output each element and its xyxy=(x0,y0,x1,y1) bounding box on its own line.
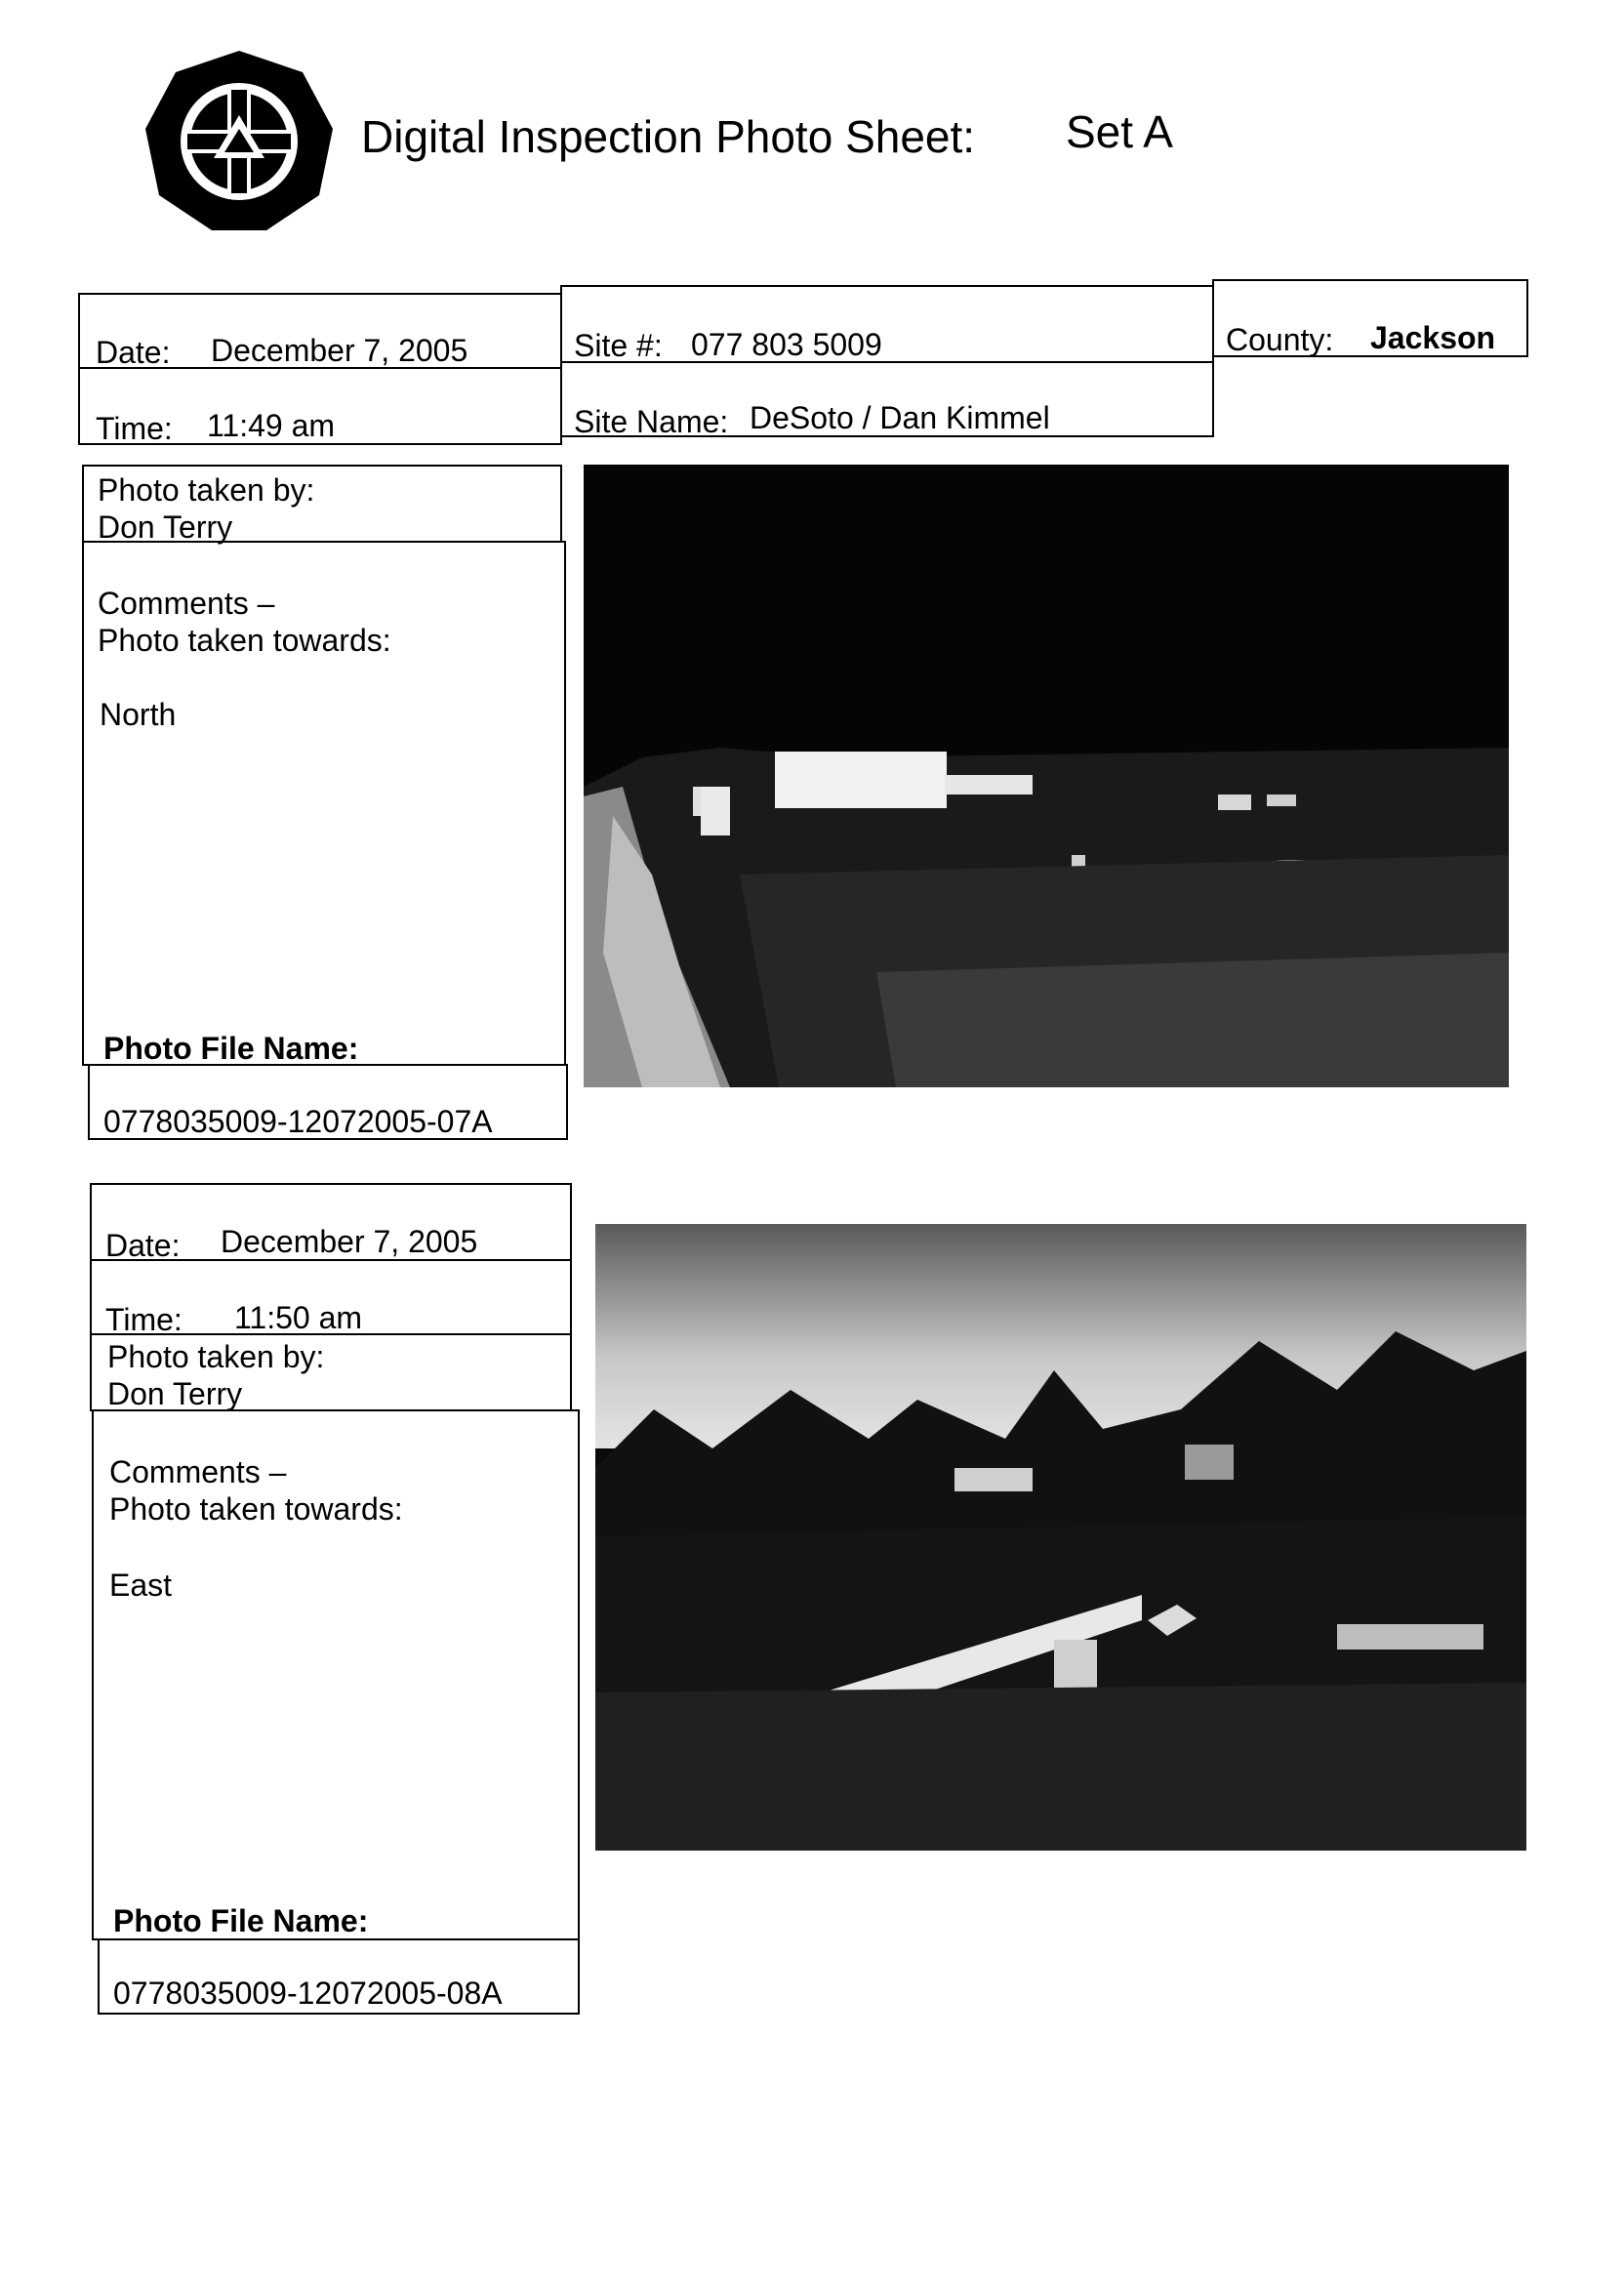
photo1-taken-by-label: Photo taken by: xyxy=(98,472,315,508)
photo1-taken-by-value: Don Terry xyxy=(98,509,233,545)
county-label: County: xyxy=(1226,322,1334,357)
county-value: Jackson xyxy=(1370,320,1496,355)
set-label: Set A xyxy=(1066,106,1173,157)
photo2-date-value: December 7, 2005 xyxy=(221,1224,478,1259)
photo2-direction: East xyxy=(109,1568,173,1603)
site-number-label: Site #: xyxy=(574,328,663,363)
site-number-value: 077 803 5009 xyxy=(691,327,882,362)
photo1-file-name-value: 0778035009-12072005-07A xyxy=(103,1104,493,1139)
photo1-comments-label: Comments – xyxy=(98,586,275,621)
time-value: 11:49 am xyxy=(207,408,336,443)
time-label: Time: xyxy=(96,411,173,446)
agency-logo xyxy=(142,49,337,234)
site-name-value: DeSoto / Dan Kimmel xyxy=(750,400,1050,435)
photo2-comments-label: Comments – xyxy=(109,1454,287,1489)
photo2-taken-by-value: Don Terry xyxy=(107,1376,243,1411)
site-name-label: Site Name: xyxy=(574,404,729,439)
photo2-file-name-label: Photo File Name: xyxy=(113,1903,369,1938)
date-label: Date: xyxy=(96,335,171,370)
photo2-time-label: Time: xyxy=(105,1302,183,1337)
photo2-taken-by-label: Photo taken by: xyxy=(107,1339,325,1374)
photo2-towards-label: Photo taken towards: xyxy=(109,1491,403,1527)
date-value: December 7, 2005 xyxy=(211,333,468,368)
photo1-towards-label: Photo taken towards: xyxy=(98,623,391,658)
photo2-date-label: Date: xyxy=(105,1228,181,1263)
inspection-photo-east xyxy=(595,1224,1526,1851)
photo2-time-value: 11:50 am xyxy=(234,1300,363,1335)
page-title: Digital Inspection Photo Sheet: xyxy=(361,111,976,162)
photo2-file-name-value: 0778035009-12072005-08A xyxy=(113,1976,503,2011)
inspection-photo-north xyxy=(584,465,1509,1087)
photo1-file-name-label: Photo File Name: xyxy=(103,1031,359,1066)
photo1-direction: North xyxy=(100,697,177,732)
